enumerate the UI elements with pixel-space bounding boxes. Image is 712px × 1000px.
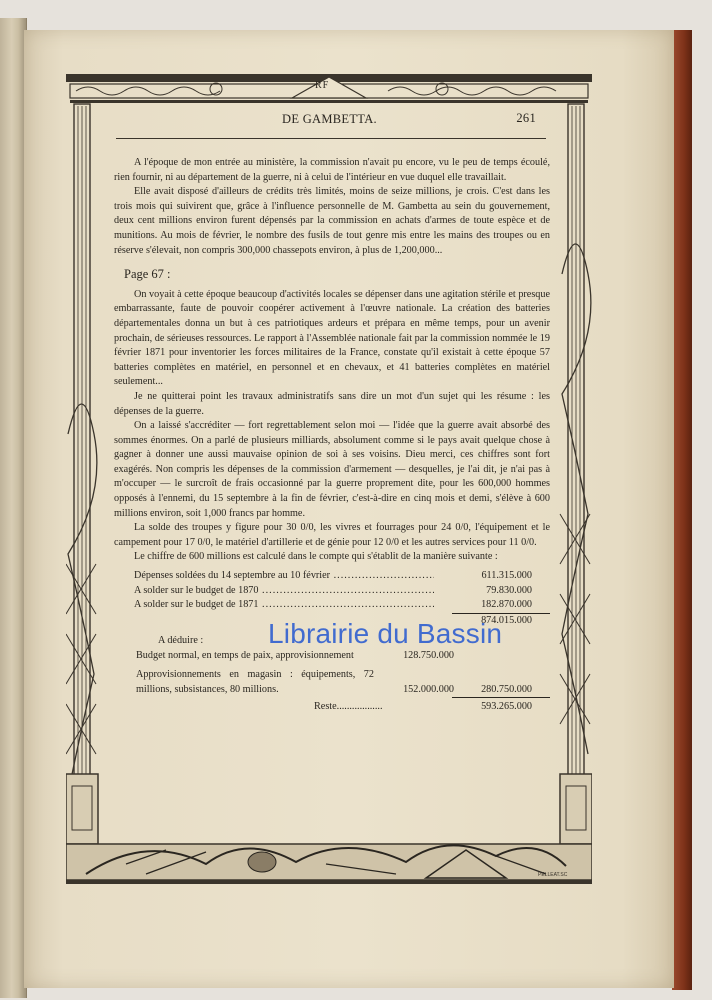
remainder-row [114,700,550,715]
header-rule [116,138,546,139]
deduction-amount: 280.750.000 [481,683,532,695]
page-number: 261 [516,111,536,125]
paragraph: Je ne quitterai point les travaux administratifs sans dire un mot d'un sujet qui les résume : les dépenses de la guerre. [114,390,550,417]
row-amount: 182.870.000 [481,599,532,611]
watermark: Librairie du Bassin [268,618,503,649]
engraver-signature: PELLEAT.SC [538,872,568,878]
table-row [114,598,550,613]
paragraph: On voyait à cette époque beaucoup d'activités locales se dépenser dans une agitation stérile et presque embarrassante, faute de pouvoir coopérer activement à l'œuvre nationale. La création des batteries départementales donna un but à ces patriotiques ardeurs et prépara en même temps, pour un avenir prochain, de sérieuses ressources. Le rapport à l'Assemblée nationale fait par la commission nommée le 19 février 1871 pour inventorier les forces militaires de la France, constate qu'il existait à cette époque 57 batteries complètes en matériel, en personnel et en chevaux, et 41 batteries complètes en matériel seulement... [114,288,550,388]
paragraph: A l'époque de mon entrée au ministère, la commission n'avait pu encore, vu le peu de temps écoulé, rien fournir, ni au département de la guerre, ni à celui de l'intérieur en vue duquel elle travaillait. [114,157,550,183]
book-cover-edge [672,30,692,990]
sum-rule [452,697,550,698]
paragraph: Le chiffre de 600 millions est calculé dans le compte qui s'établit de la manière suivante : [134,551,498,563]
table-row [114,584,550,599]
book-spine-left [0,18,27,998]
deduct-title: A déduire : [158,635,204,647]
deduction-row [114,649,550,664]
table-row [114,569,550,584]
paragraph: On a laissé s'accréditer — fort regrettablement selon moi — l'idée que la guerre avait absorbé des sommes énormes. On a parlé de plusieurs milliards, absolument comme si le pays avait quelque chose à gagner à donner une aussi mauvaise opinion de soi à ses voisins. Dieu merci, ces chiffres sont fort exagérés. Non compris les dépenses de la commission d'armement — desquelles, je l'ai dit, je n'ai pas à m'occuper — le surcroît de frais occasionné par la guerre proprement dite, pour les 600,000 hommes opposés à l'ennemi, du 15 septembre à la fin de février, c'est-à-dire en cinq mois et demi, s'élève à 600 millions environ, soit 1,000 francs par homme. [114,420,550,519]
row-label: A solder sur le budget de 1871 ..... [114,598,434,613]
remainder-label-text: Reste [314,701,337,713]
row-label: A solder sur le budget de 1870 ..... [114,584,434,599]
deduction-label: Budget normal, en temps de paix, approvisionnement [136,650,354,662]
total-amount: 874.015.000 [481,614,532,626]
deduction-subamount: 128.750.000 [403,650,454,662]
paragraph: Elle avait disposé d'ailleurs de crédits très limités, moins de seize millions, je crois. C'est dans les trois mois qui suivirent que, grâce à l'influence personnelle de M. Gambetta au sein du gouvernement, deux cent millions environ furent dépensés par la commission en achats d'armes de toute espèce et de munitions. Au mois de février, le nombre des fusils de tout genre mis entre les mains des troupes ou en réserve s'élevait, non compris 300,000 chassepots environ, à plus de 1,200,000... [114,186,550,256]
running-title: DE GAMBETTA. [282,112,377,126]
row-amount: 79.830.000 [486,584,532,596]
rf-emblem: RF [315,80,330,91]
remainder-amount: 593.265.000 [481,701,532,713]
section-heading: Page 67 : [124,267,171,282]
page-header [116,108,540,128]
deduction-row [114,668,550,697]
deduction-label: Approvisionnements en magasin : équipements, 72 millions, subsistances, 80 millions. [136,669,374,695]
paragraph: La solde des troupes y figure pour 30 0/0, les vivres et fourrages pour 24 0/0, l'équipement et le campement pour 17 0/0, le matériel d'artillerie et de génie pour 12 0/0 et les autres services pour 11 0/0. [114,522,550,548]
remainder-label: Reste.................. [314,701,383,713]
row-label: Dépenses soldées du 14 septembre au 10 février ..... [114,569,434,584]
row-amount: 611.315.000 [481,570,532,582]
deduction-subamount: 152.000.000 [403,683,454,695]
